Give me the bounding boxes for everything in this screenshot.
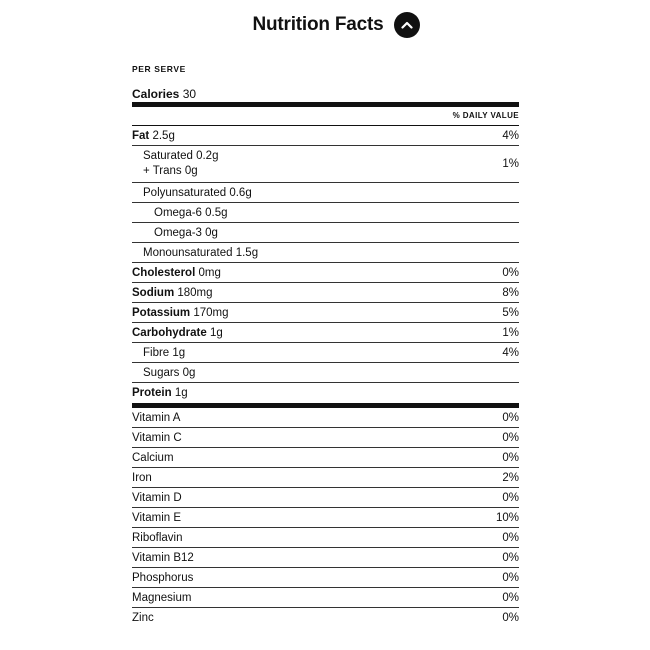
vitamin-label: Magnesium [132, 591, 192, 604]
vitamin-pct: 10% [495, 511, 519, 524]
vitamin-label: Calcium [132, 451, 174, 464]
collapse-button[interactable] [394, 12, 420, 38]
vitamin-pct: 0% [502, 451, 519, 464]
calories-row [132, 86, 519, 102]
nutrient-pct: 0% [502, 266, 519, 279]
trans-fat-line: + Trans 0g [143, 165, 198, 177]
vitamin-pct: 0% [502, 491, 519, 504]
vitamin-label: Vitamin B12 [132, 551, 194, 564]
nutrient-label: Polyunsaturated [143, 186, 227, 199]
chevron-up-icon [401, 21, 413, 29]
vitamin-pct: 0% [502, 411, 519, 424]
vitamin-row [132, 468, 519, 488]
nutrient-row-fibre [132, 343, 519, 363]
nutrient-label: Sodium [132, 286, 175, 299]
serving-label: PER SERVE [132, 64, 186, 74]
nutrient-row-cholesterol [132, 263, 519, 283]
nutrient-row-monounsaturated [132, 243, 519, 263]
vitamin-label: Riboflavin [132, 531, 183, 544]
vitamin-label: Vitamin E [132, 511, 182, 524]
vitamin-pct: 0% [502, 551, 519, 564]
nutrient-amount: 0g [182, 366, 196, 379]
vitamin-label: Phosphorus [132, 571, 194, 584]
nutrient-pct: 1% [502, 158, 519, 170]
nutrient-label: Sugars [143, 366, 180, 379]
nutrient-row-protein [132, 383, 519, 403]
vitamin-pct: 0% [502, 531, 519, 544]
nutrient-amount: 0g [205, 226, 218, 239]
nutrient-amount: 1g [172, 346, 186, 359]
nutrient-amount: 1.5g [235, 246, 259, 259]
nutrient-label: Omega-6 [154, 206, 202, 219]
vitamin-row [132, 488, 519, 508]
nutrient-row-sugars [132, 363, 519, 383]
nutrient-label: Protein [132, 387, 172, 399]
nutrient-pct: 4% [502, 129, 519, 142]
nutrition-panel [132, 62, 519, 628]
nutrient-amount: 170mg [193, 306, 229, 319]
vitamin-row [132, 568, 519, 588]
nutrition-header [0, 8, 650, 42]
nutrient-pct: 1% [502, 326, 519, 339]
nutrient-row-sodium [132, 283, 519, 303]
nutrient-label: Fibre [143, 346, 170, 359]
vitamin-row [132, 608, 519, 628]
vitamin-row [132, 588, 519, 608]
nutrient-label: Fat [132, 129, 150, 142]
nutrient-label: Omega-3 [154, 226, 202, 239]
nutrient-amount: 1g [209, 326, 223, 339]
nutrient-row-polyunsaturated [132, 183, 519, 203]
vitamin-row [132, 428, 519, 448]
vitamin-pct: 0% [502, 591, 519, 604]
nutrient-label: Potassium [132, 306, 191, 319]
nutrient-label: Cholesterol [132, 266, 196, 279]
nutrient-label: Monounsaturated [143, 246, 233, 259]
vitamin-row [132, 528, 519, 548]
nutrient-label: Carbohydrate [132, 326, 207, 339]
nutrient-row-fat [132, 126, 519, 146]
daily-value-header: % DAILY VALUE [132, 107, 519, 126]
vitamin-row [132, 448, 519, 468]
nutrient-amount: 0.6g [229, 186, 252, 199]
vitamin-row [132, 548, 519, 568]
nutrient-amount: 0mg [198, 266, 221, 279]
vitamin-pct: 0% [502, 431, 519, 444]
nutrient-amount: 0.5g [205, 206, 228, 219]
vitamin-list [132, 408, 519, 628]
vitamin-label: Vitamin A [132, 411, 181, 424]
calories-label: Calories [132, 87, 180, 101]
calories-value: 30 [182, 87, 197, 101]
vitamin-row [132, 408, 519, 428]
nutrient-row-omega6 [132, 203, 519, 223]
nutrient-pct: 4% [502, 346, 519, 359]
nutrient-amount: 2.5g [152, 129, 175, 142]
nutrient-amount: 180mg [177, 286, 213, 299]
vitamin-pct: 0% [502, 571, 519, 584]
vitamin-label: Iron [132, 471, 152, 484]
page-title: Nutrition Facts [252, 14, 384, 35]
vitamin-label: Vitamin D [132, 491, 182, 504]
nutrient-amount: 0.2g [196, 150, 219, 162]
vitamin-pct: 2% [502, 471, 519, 484]
vitamin-label: Zinc [132, 612, 154, 624]
nutrient-row-saturated [132, 146, 519, 183]
nutrient-row-potassium [132, 303, 519, 323]
vitamin-pct: 0% [502, 612, 519, 624]
nutrient-amount: 1g [174, 387, 188, 399]
nutrient-pct: 5% [502, 306, 519, 319]
vitamin-label: Vitamin C [132, 431, 182, 444]
nutrient-row-carbohydrate [132, 323, 519, 343]
nutrient-pct: 8% [502, 286, 519, 299]
nutrient-label: Saturated [143, 150, 193, 162]
vitamin-row [132, 508, 519, 528]
nutrient-row-omega3 [132, 223, 519, 243]
